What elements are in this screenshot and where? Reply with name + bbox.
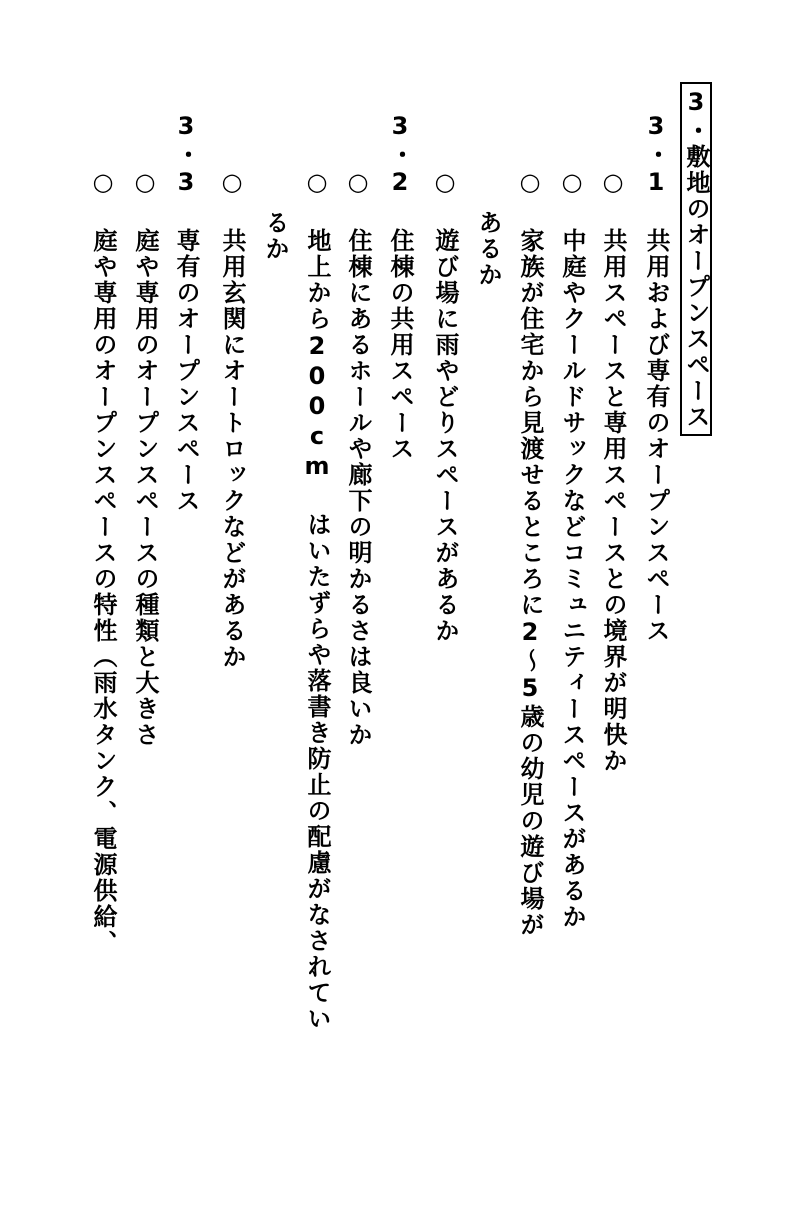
list-item: ○ 共用スペースと専用スペースとの境界が明快か	[599, 168, 627, 774]
list-item: ○ 共用玄関にオートロックなどがあるか	[218, 168, 246, 670]
subsection-title-3-2: 3・2 住棟の共用スペース	[386, 112, 414, 462]
list-item: ○ 地上から200cm はいたずらや落書き防止の配慮がなされてい	[303, 168, 331, 1032]
list-item: ○ 中庭やクールドサックなどコミュニティースペースがあるか	[558, 168, 586, 930]
subsection-title-3-3: 3・3 専有のオープンスペース	[172, 112, 200, 514]
list-item: ○ 庭や専用のオープンスペースの特性（雨水タンク、電源供給、	[89, 168, 117, 956]
list-item-continuation: るか	[261, 210, 289, 262]
list-item: ○ 家族が住宅から見渡せるところに2～5歳の幼児の遊び場が	[516, 168, 544, 938]
list-item-continuation: あるか	[474, 210, 502, 288]
list-item: ○ 庭や専用のオープンスペースの種類と大きさ	[131, 168, 159, 748]
list-item: ○ 住棟にあるホールや廊下の明かるさは良いか	[344, 168, 372, 748]
subsection-title-3-1: 3・1 共用および専有のオープンスペース	[642, 112, 670, 644]
section-heading-text: 3・敷地のオープンスペース	[680, 82, 712, 436]
list-item: ○ 遊び場に雨やどりスペースがあるか	[431, 168, 459, 644]
section-heading	[676, 82, 716, 1092]
